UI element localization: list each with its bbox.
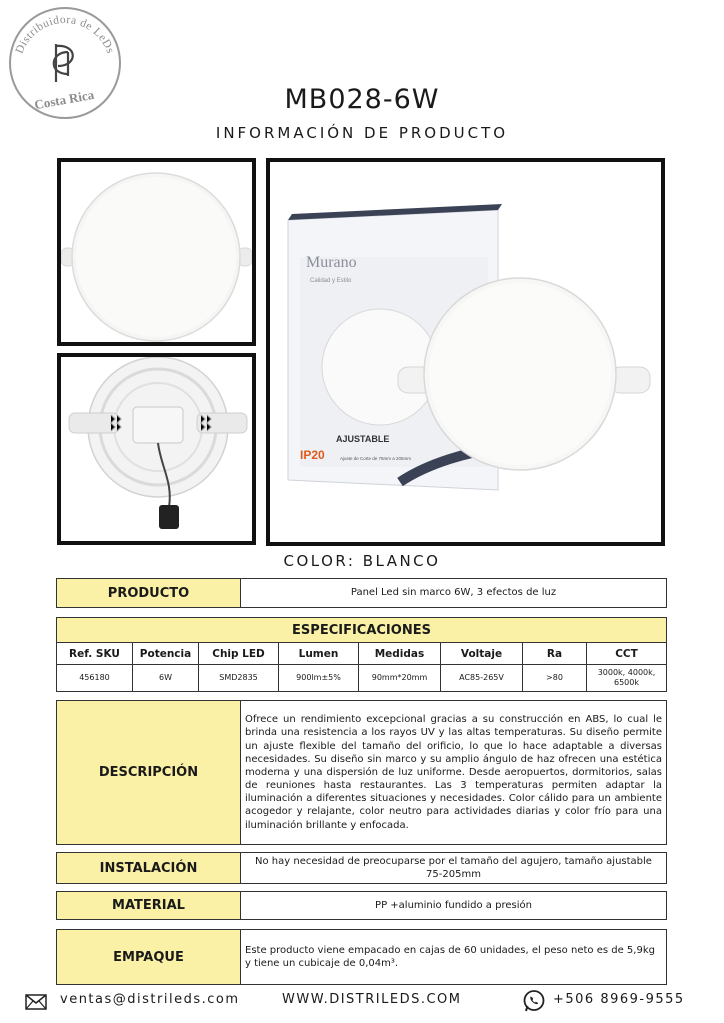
material-label: MATERIAL — [57, 892, 241, 919]
empaque-value: Este producto viene empacado en cajas de 60 unidades, el peso neto es de 5,9kg y tiene un cubicaje de 0,04m³. — [245, 944, 655, 969]
footer-email-link[interactable]: ventas@distrileds.com — [60, 992, 240, 1007]
page-subtitle: INFORMACIÓN DE PRODUCTO — [215, 124, 509, 142]
spec-value-medidas: 90mm*20mm — [359, 665, 441, 691]
spec-value-lumen: 900lm±5% — [279, 665, 359, 691]
instalacion-value: No hay necesidad de preocuparse por el tamaño del agujero, tamaño ajustable 75-205mm — [255, 855, 652, 880]
spec-header-sku: Ref. SKU — [57, 643, 133, 665]
empaque-label: EMPAQUE — [57, 930, 241, 984]
spec-value-sku: 456180 — [57, 665, 133, 691]
mail-icon — [25, 994, 47, 1010]
footer-website-link[interactable]: WWW.DISTRILEDS.COM — [282, 992, 462, 1007]
spec-header-medidas: Medidas — [359, 643, 441, 665]
box-ip-rating: IP20 — [300, 448, 325, 462]
whatsapp-icon — [522, 989, 546, 1013]
instalacion-row — [56, 852, 667, 884]
spec-value-potencia: 6W — [133, 665, 199, 691]
specifications-title: ESPECIFICACIONES — [57, 618, 666, 643]
spec-header-potencia: Potencia — [133, 643, 199, 665]
spec-header-cct: CCT — [587, 643, 666, 665]
box-brand: Murano — [306, 254, 357, 271]
spec-header-lumen: Lumen — [279, 643, 359, 665]
descripcion-value: Ofrece un rendimiento excepcional gracias a su construcción en ABS, lo cual le brinda una resistencia a los rayos UV y las altas temperaturas. Su diseño permite un ajuste flexible del tamaño del orificio, lo que lo hace adaptable a diversas necesidades. Su diseño sin marco y su amplio ángulo de haz ofrecen una estética moderna y una dispersión de luz uniforme. Desde aeropuertos, dormitorios, salas de reuniones hasta restaurantes. Las 3 temperaturas permiten adaptar la iluminación a diferentes situaciones y necesidades. Color cálido para un ambiente acogedor y relajante, color neutro para actividades diarias y color frío para una iluminación brillante y enfocada. — [245, 714, 662, 831]
spec-header-ra: Ra — [523, 643, 587, 665]
producto-value: Panel Led sin marco 6W, 3 efectos de luz — [350, 587, 557, 599]
instalacion-label: INSTALACIÓN — [57, 853, 241, 883]
spec-value-voltaje: AC85-265V — [441, 665, 523, 691]
descripcion-label: DESCRIPCIÓN — [57, 701, 241, 844]
material-value: PP +aluminio fundido a presión — [375, 899, 532, 911]
descripcion-row — [56, 700, 667, 845]
box-ajustable: AJUSTABLE — [336, 434, 390, 444]
spec-value-cct: 3000k, 4000k, 6500k — [597, 668, 656, 687]
spec-header-voltaje: Voltaje — [441, 643, 523, 665]
spec-value-chip: SMD2835 — [199, 665, 279, 691]
logo-bottom-text: Costa Rica — [33, 86, 96, 113]
footer — [0, 988, 724, 1014]
box-note: Ajuste de Corte de 75mm a 205mm — [340, 456, 412, 461]
box-brand-tagline: Calidad y Estilo — [310, 278, 352, 284]
product-box-photo — [266, 158, 665, 546]
color-label: COLOR: BLANCO — [283, 552, 441, 570]
logo-arc-text: Distribuidora de LeDs — [13, 13, 117, 56]
empaque-row — [56, 929, 667, 985]
spec-header-chip: Chip LED — [199, 643, 279, 665]
specifications-table — [56, 617, 667, 692]
producto-row — [56, 578, 667, 608]
material-row — [56, 891, 667, 920]
product-back-photo — [57, 353, 256, 545]
footer-phone-link[interactable]: +506 8969-9555 — [553, 992, 685, 1007]
page-title: MB028-6W — [284, 84, 440, 115]
producto-label: PRODUCTO — [57, 579, 241, 607]
spec-value-ra: >80 — [523, 665, 587, 691]
product-front-photo — [57, 158, 256, 346]
